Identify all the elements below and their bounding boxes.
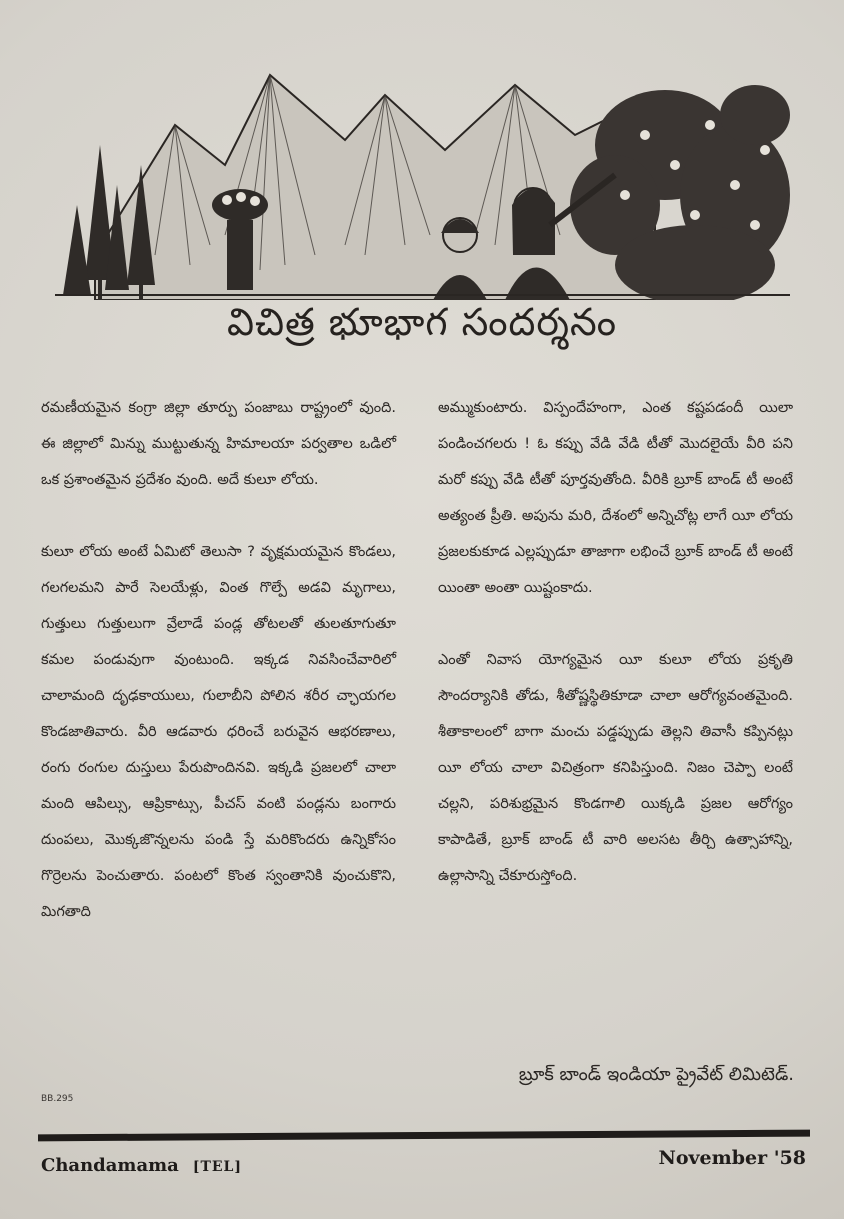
magazine-name: Chandamama — [41, 1155, 179, 1176]
mountain-range — [95, 75, 655, 300]
right-column — [438, 390, 793, 930]
pine-trees-left — [63, 145, 155, 300]
page-title: విచిత్ర భూభాగ సందర్శనం — [226, 300, 617, 344]
company-signature: బ్రూక్ బాండ్ ఇండియా ప్రైవేట్ లిమిటెడ్. — [518, 1064, 794, 1085]
kulu-valley-illustration — [55, 55, 790, 300]
ad-code: BB.295 — [41, 1094, 74, 1104]
edition-tag: [TEL] — [192, 1159, 243, 1175]
footer-rule — [38, 1130, 810, 1142]
paragraph: రమణీయమైన కంగ్రా జిల్లా తూర్పు పంజాబు రాష్ట్రంలో వుంది. ఈ జిల్లాలో మిన్ను ముట్టుతున్న హిమాలయా పర్వతాల ఒడిలో ఒక ప్రశాంతమైన ప్రదేశం వుంది. అదే కులూ లోయ. — [41, 400, 396, 488]
paragraph: అమ్ముకుంటారు. విస్పందేహంగా, ఎంత కష్టపడందీ యిలా పండించగలరు ! ఓ కప్పు వేడి వేడి టీతో మొదలైయే వీరి పని మరో కప్పు వేడి టీతో పూర్తవుతోంది. వీరికి బ్రూక్ బాండ్ టీ అంటే అత్యంత ప్రీతి. అపును మరి, దేశంలో అన్నిచోట్ల లాగే యీ లోయ ప్రజలకుకూడ ఎల్లప్పుడూ తాజాగా లభించే బ్రూక్ బాండ్ టీ అంటే యింతా అంతా యిష్టంకాదు. — [438, 400, 793, 596]
paragraph: ఎంతో నివాస యోగ్యమైన యీ కులూ లోయ ప్రకృతి సౌందర్యానికి తోడు, శీతోష్ణస్థితికూడా చాలా ఆరోగ్యవంతమైంది. శీతాకాలంలో బాగా మంచు పడ్డప్పుడు తెల్లని తివాసీ కప్పినట్లు యీ లోయ చాలా విచిత్రంగా కనిపిస్తుంది. నిజం చెప్పా లంటే చల్లని, పరిశుభ్రమైన కొండగాలి యిక్కడి ప్రజల ఆరోగ్యం కాపాడితే, బ్రూక్ బాండ్ టీ వారి అలసట తీర్చి ఉత్సాహాన్ని, ఉల్లాసాన్ని చేకూరుస్తోంది. — [438, 652, 793, 884]
footer-magazine — [41, 1155, 242, 1176]
left-column — [41, 390, 396, 966]
footer-date: November '58 — [658, 1147, 806, 1169]
paragraph: కులూ లోయ అంటే ఏమిటో తెలుసా ? వృక్షమయమైన కొండలు, గలగలమని పారే సెలయేళ్లు, వింత గొల్పే అడవి మృగాలు, గుత్తులు గుత్తులుగా వ్రేలాడే పండ్ల తోటలతో తులతూగుతూ కమల పండువుగా వుంటుంది. ఇక్కడ నివసించేవారిలో చాలామంది దృఢకాయులు, గులాబీని పోలిన శరీర చ్ఛాయగల కొండజాతివారు. వీరి ఆడవారు ధరించే బరువైన ఆభరణాలు, రంగు రంగుల దుస్తులు పేరుపొందినవి. ఇక్కడి ప్రజలలో చాలా మంది ఆపిల్సు, ఆప్రికాట్సు, పీచస్ వంటి పండ్లను బంగారు దుంపలు, మొక్కజొన్నలను పండి స్తే మరికొందరు ఉన్నికోసం గొర్రెలను పెంచుతారు. పంటలో కొంత స్వంతానికి వుంచుకొని, మిగతాది — [41, 544, 396, 920]
